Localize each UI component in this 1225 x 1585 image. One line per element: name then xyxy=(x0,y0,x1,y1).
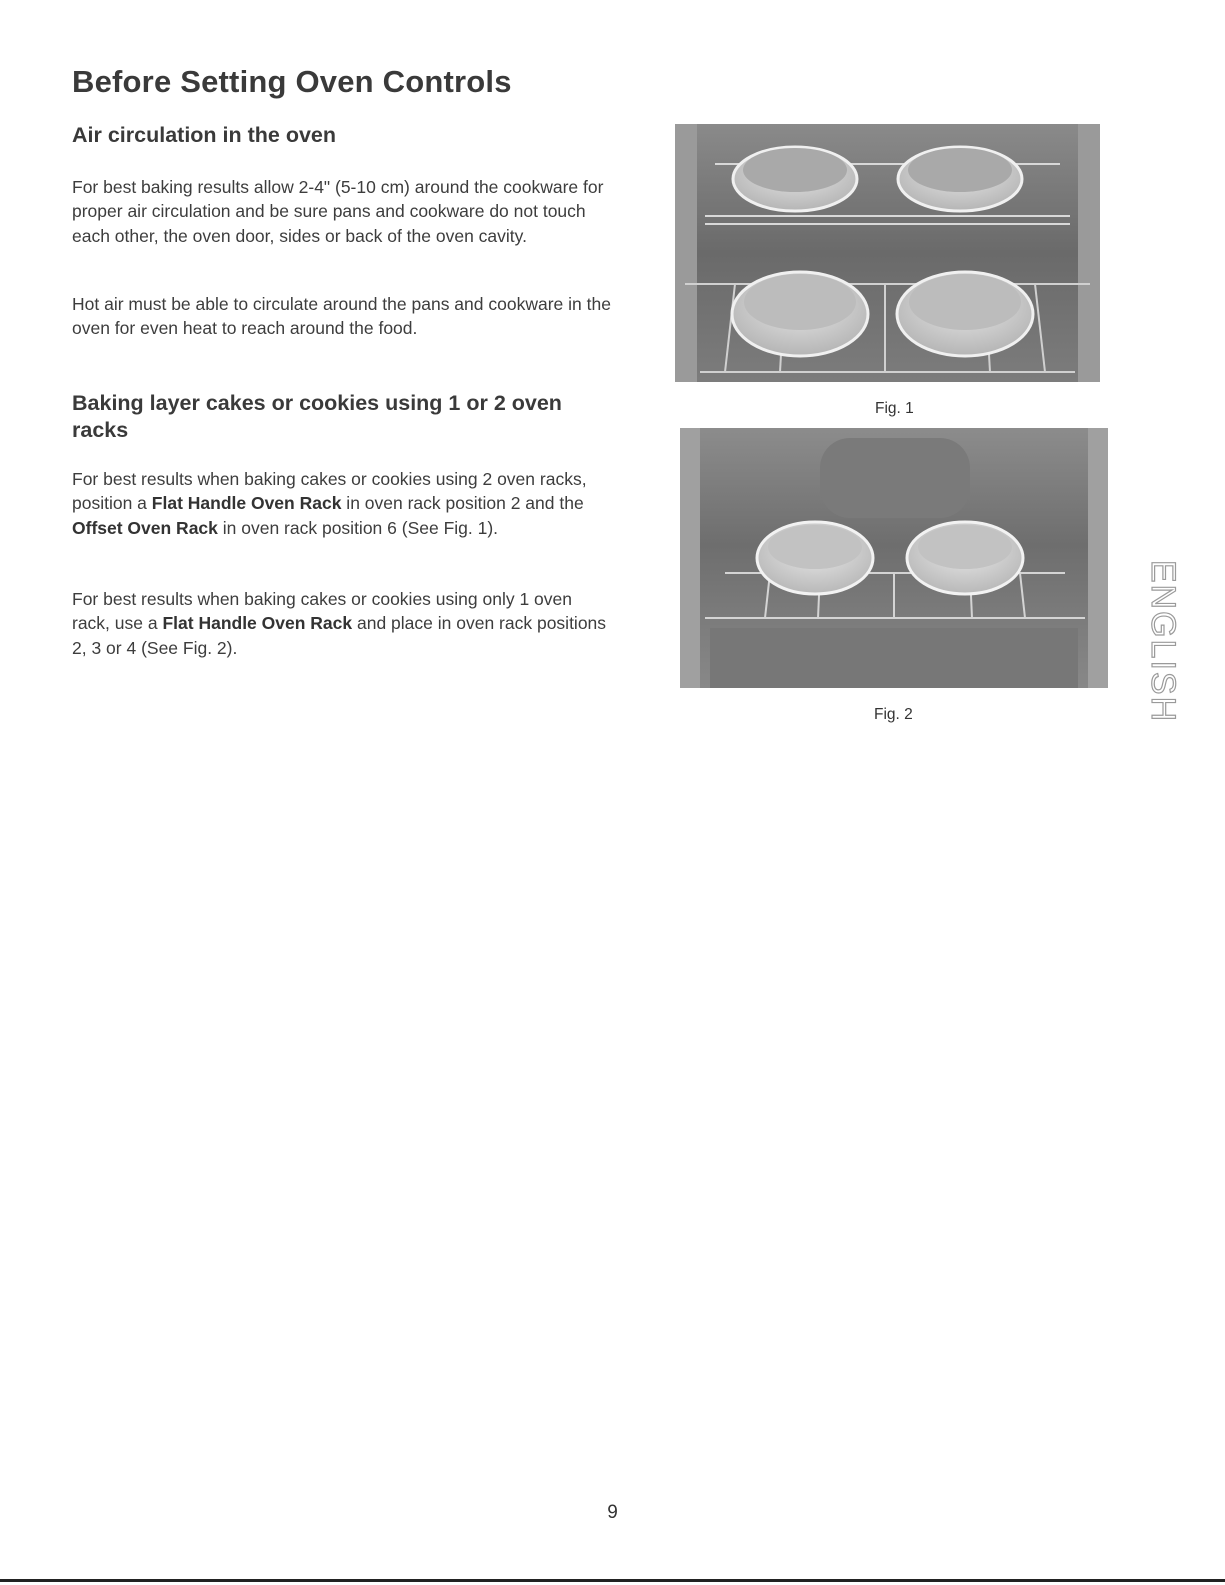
language-side-tab xyxy=(1140,559,1186,723)
bold-term: Offset Oven Rack xyxy=(72,517,218,538)
text-run: in oven rack position 2 and the xyxy=(341,493,584,514)
figure-1-caption: Fig. 1 xyxy=(875,400,914,417)
figure-2-oven-photo xyxy=(680,428,1108,688)
paragraph-two-racks xyxy=(72,467,612,540)
page-number: 9 xyxy=(607,1502,618,1523)
bottom-divider xyxy=(0,1579,1225,1582)
page-title: Before Setting Oven Controls xyxy=(72,64,512,99)
text-run: in oven rack position 6 (See Fig. 1). xyxy=(217,517,499,538)
paragraph-hot-air: Hot air must be able to circulate around the pans and cookware in the oven for even heat to reach around the food. xyxy=(72,294,611,339)
text-run: For best results when baking cakes or cookies using only 1 oven rack, use a xyxy=(72,589,572,634)
paragraph-one-rack xyxy=(72,587,612,660)
oven-two-racks-photo xyxy=(675,124,1100,382)
paragraph-air-spacing: For best baking results allow 2-4" (5-10 cm) around the cookware for proper air circulation and be sure pans and cookware do not touch each other, the oven door, sides or back of the oven cavity. xyxy=(72,177,604,246)
section-heading-air-circulation: Air circulation in the oven xyxy=(72,123,337,147)
figure-2-caption: Fig. 2 xyxy=(874,706,913,723)
text-run: and place in oven rack positions 2, 3 or 4 (See Fig. 2). xyxy=(72,613,607,658)
bold-term: Flat Handle Oven Rack xyxy=(151,493,342,514)
text-run: For best results when baking cakes or cookies using 2 oven racks, position a xyxy=(72,469,587,514)
bold-term: Flat Handle Oven Rack xyxy=(162,613,353,634)
oven-one-rack-photo xyxy=(680,428,1108,688)
language-side-tab-label: ENGLISH xyxy=(1144,559,1183,723)
figure-1-oven-photo xyxy=(675,124,1100,382)
section-heading-baking-layer-cakes: Baking layer cakes or cookies using 1 or 2 oven racks xyxy=(72,391,562,442)
